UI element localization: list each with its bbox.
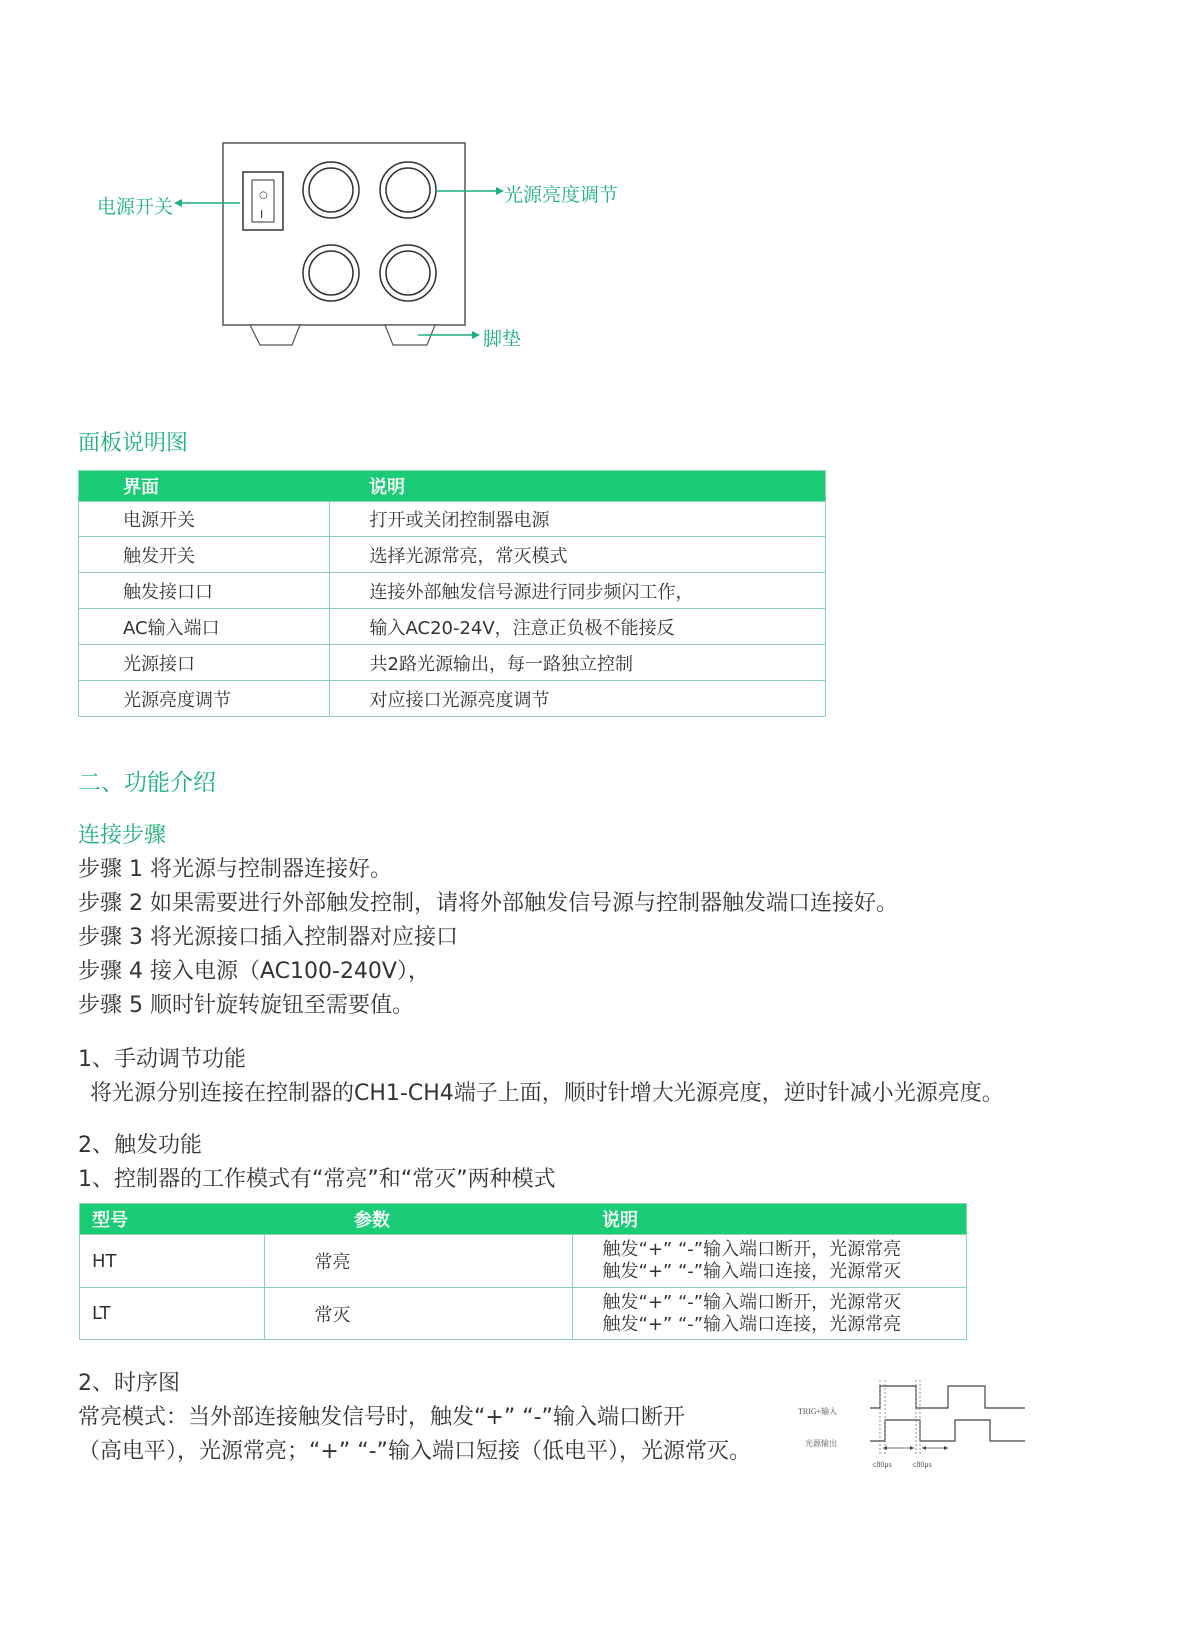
table-row xyxy=(79,609,826,645)
timing-title: 2、时序图 xyxy=(78,1371,180,1396)
cell-param: 常灭 xyxy=(264,1288,572,1340)
foot-label: 脚垫 xyxy=(483,328,522,350)
controller-front-panel xyxy=(200,130,520,360)
cell-model: LT xyxy=(80,1288,265,1340)
cell-desc xyxy=(572,1235,967,1288)
table-row xyxy=(79,681,826,717)
trigger-title: 2、触发功能 xyxy=(78,1133,202,1158)
switch-off-symbol: I xyxy=(260,208,264,221)
mode-text: 1、控制器的工作模式有“常亮”和“常灭”两种模式 xyxy=(78,1167,556,1192)
table-row xyxy=(80,1288,967,1340)
cell-interface: 光源亮度调节 xyxy=(79,681,330,717)
step-5: 步骤 5 顺时针旋转旋钮至需要值。 xyxy=(78,993,414,1018)
timing-text-line2: （高电平），光源常亮；“+” “-”输入端口短接（低电平），光源常灭。 xyxy=(78,1439,751,1464)
arrow-right-foot-icon xyxy=(418,328,480,342)
switch-on-symbol: ○ xyxy=(259,190,268,201)
timing-text-line1: 常亮模式：当外部连接触发信号时，触发“+” “-”输入端口断开 xyxy=(78,1405,685,1430)
cell-description: 打开或关闭控制器电源 xyxy=(329,502,826,537)
panel-table-header xyxy=(79,471,826,502)
knob-bottom-right-icon xyxy=(380,245,436,301)
step-3: 步骤 3 将光源接口插入控制器对应接口 xyxy=(78,925,458,950)
cell-description: 输入AC20-24V，注意正负极不能接反 xyxy=(329,609,826,645)
knob-top-right-icon xyxy=(380,162,436,218)
header-description: 说明 xyxy=(329,471,826,502)
timing-waveform xyxy=(790,1378,1035,1470)
cell-interface: 电源开关 xyxy=(79,502,330,537)
cell-model: HT xyxy=(80,1235,265,1288)
table-row xyxy=(79,645,826,681)
table-row xyxy=(79,502,826,537)
desc-line: 触发“+” “-”输入端口断开，光源常亮 xyxy=(602,1239,902,1260)
power-switch-label: 电源开关 xyxy=(97,196,174,218)
cell-description: 共2路光源输出，每一路独立控制 xyxy=(329,645,826,681)
header-desc: 说明 xyxy=(572,1204,967,1235)
header-param: 参数 xyxy=(264,1204,572,1235)
header-model: 型号 xyxy=(80,1204,265,1235)
cell-desc xyxy=(572,1288,967,1340)
header-interface: 界面 xyxy=(79,471,330,502)
mode-table-header xyxy=(80,1204,967,1235)
arrow-right-icon xyxy=(436,184,504,198)
table-row xyxy=(79,537,826,573)
cell-description: 对应接口光源亮度调节 xyxy=(329,681,826,717)
arrow-left-icon xyxy=(174,196,242,210)
foot-left-icon xyxy=(250,325,300,345)
manual-title: 1、手动调节功能 xyxy=(78,1047,246,1072)
light-waveform xyxy=(870,1420,1025,1441)
knob-top-left-icon xyxy=(303,162,359,218)
delay-label-1: ≤80μs xyxy=(872,1460,892,1469)
step-2: 步骤 2 如果需要进行外部触发控制，请将外部触发信号源与控制器触发端口连接好。 xyxy=(78,891,898,916)
desc-line: 触发“+” “-”输入端口连接，光源常亮 xyxy=(602,1313,902,1335)
table-row xyxy=(79,573,826,609)
panel-table xyxy=(78,470,826,717)
trig-label: TRIG+输入 xyxy=(798,1407,838,1416)
panel-table-title: 面板说明图 xyxy=(78,431,189,456)
step-4: 步骤 4 接入电源（AC100-240V）， xyxy=(78,959,430,984)
trig-waveform xyxy=(870,1386,1025,1408)
table-row xyxy=(80,1235,967,1288)
cell-param: 常亮 xyxy=(264,1235,572,1288)
desc-line: 触发“+” “-”输入端口断开，光源常灭 xyxy=(602,1291,902,1313)
step-1: 步骤 1 将光源与控制器连接好。 xyxy=(78,857,392,882)
steps-title: 连接步骤 xyxy=(78,823,167,848)
knob-bottom-left-icon xyxy=(303,245,359,301)
cell-interface: 触发开关 xyxy=(79,537,330,573)
cell-description: 选择光源常亮，常灭模式 xyxy=(329,537,826,573)
light-label: 光源输出 xyxy=(805,1439,837,1448)
desc-line: 触发“+” “-”输入端口连接，光源常灭 xyxy=(602,1261,902,1282)
function-section-title: 二、功能介绍 xyxy=(78,770,216,796)
brightness-label: 光源亮度调节 xyxy=(504,184,619,206)
mode-table xyxy=(79,1203,967,1340)
manual-text: 将光源分别连接在控制器的CH1-CH4端子上面，顺时针增大光源亮度，逆时针减小光源亮度。 xyxy=(90,1081,1004,1106)
cell-interface: AC输入端口 xyxy=(79,609,330,645)
cell-interface: 触发接口口 xyxy=(79,573,330,609)
cell-description: 连接外部触发信号源进行同步频闪工作， xyxy=(329,573,826,609)
cell-interface: 光源接口 xyxy=(79,645,330,681)
delay-label-2: ≤80μs xyxy=(912,1460,932,1469)
